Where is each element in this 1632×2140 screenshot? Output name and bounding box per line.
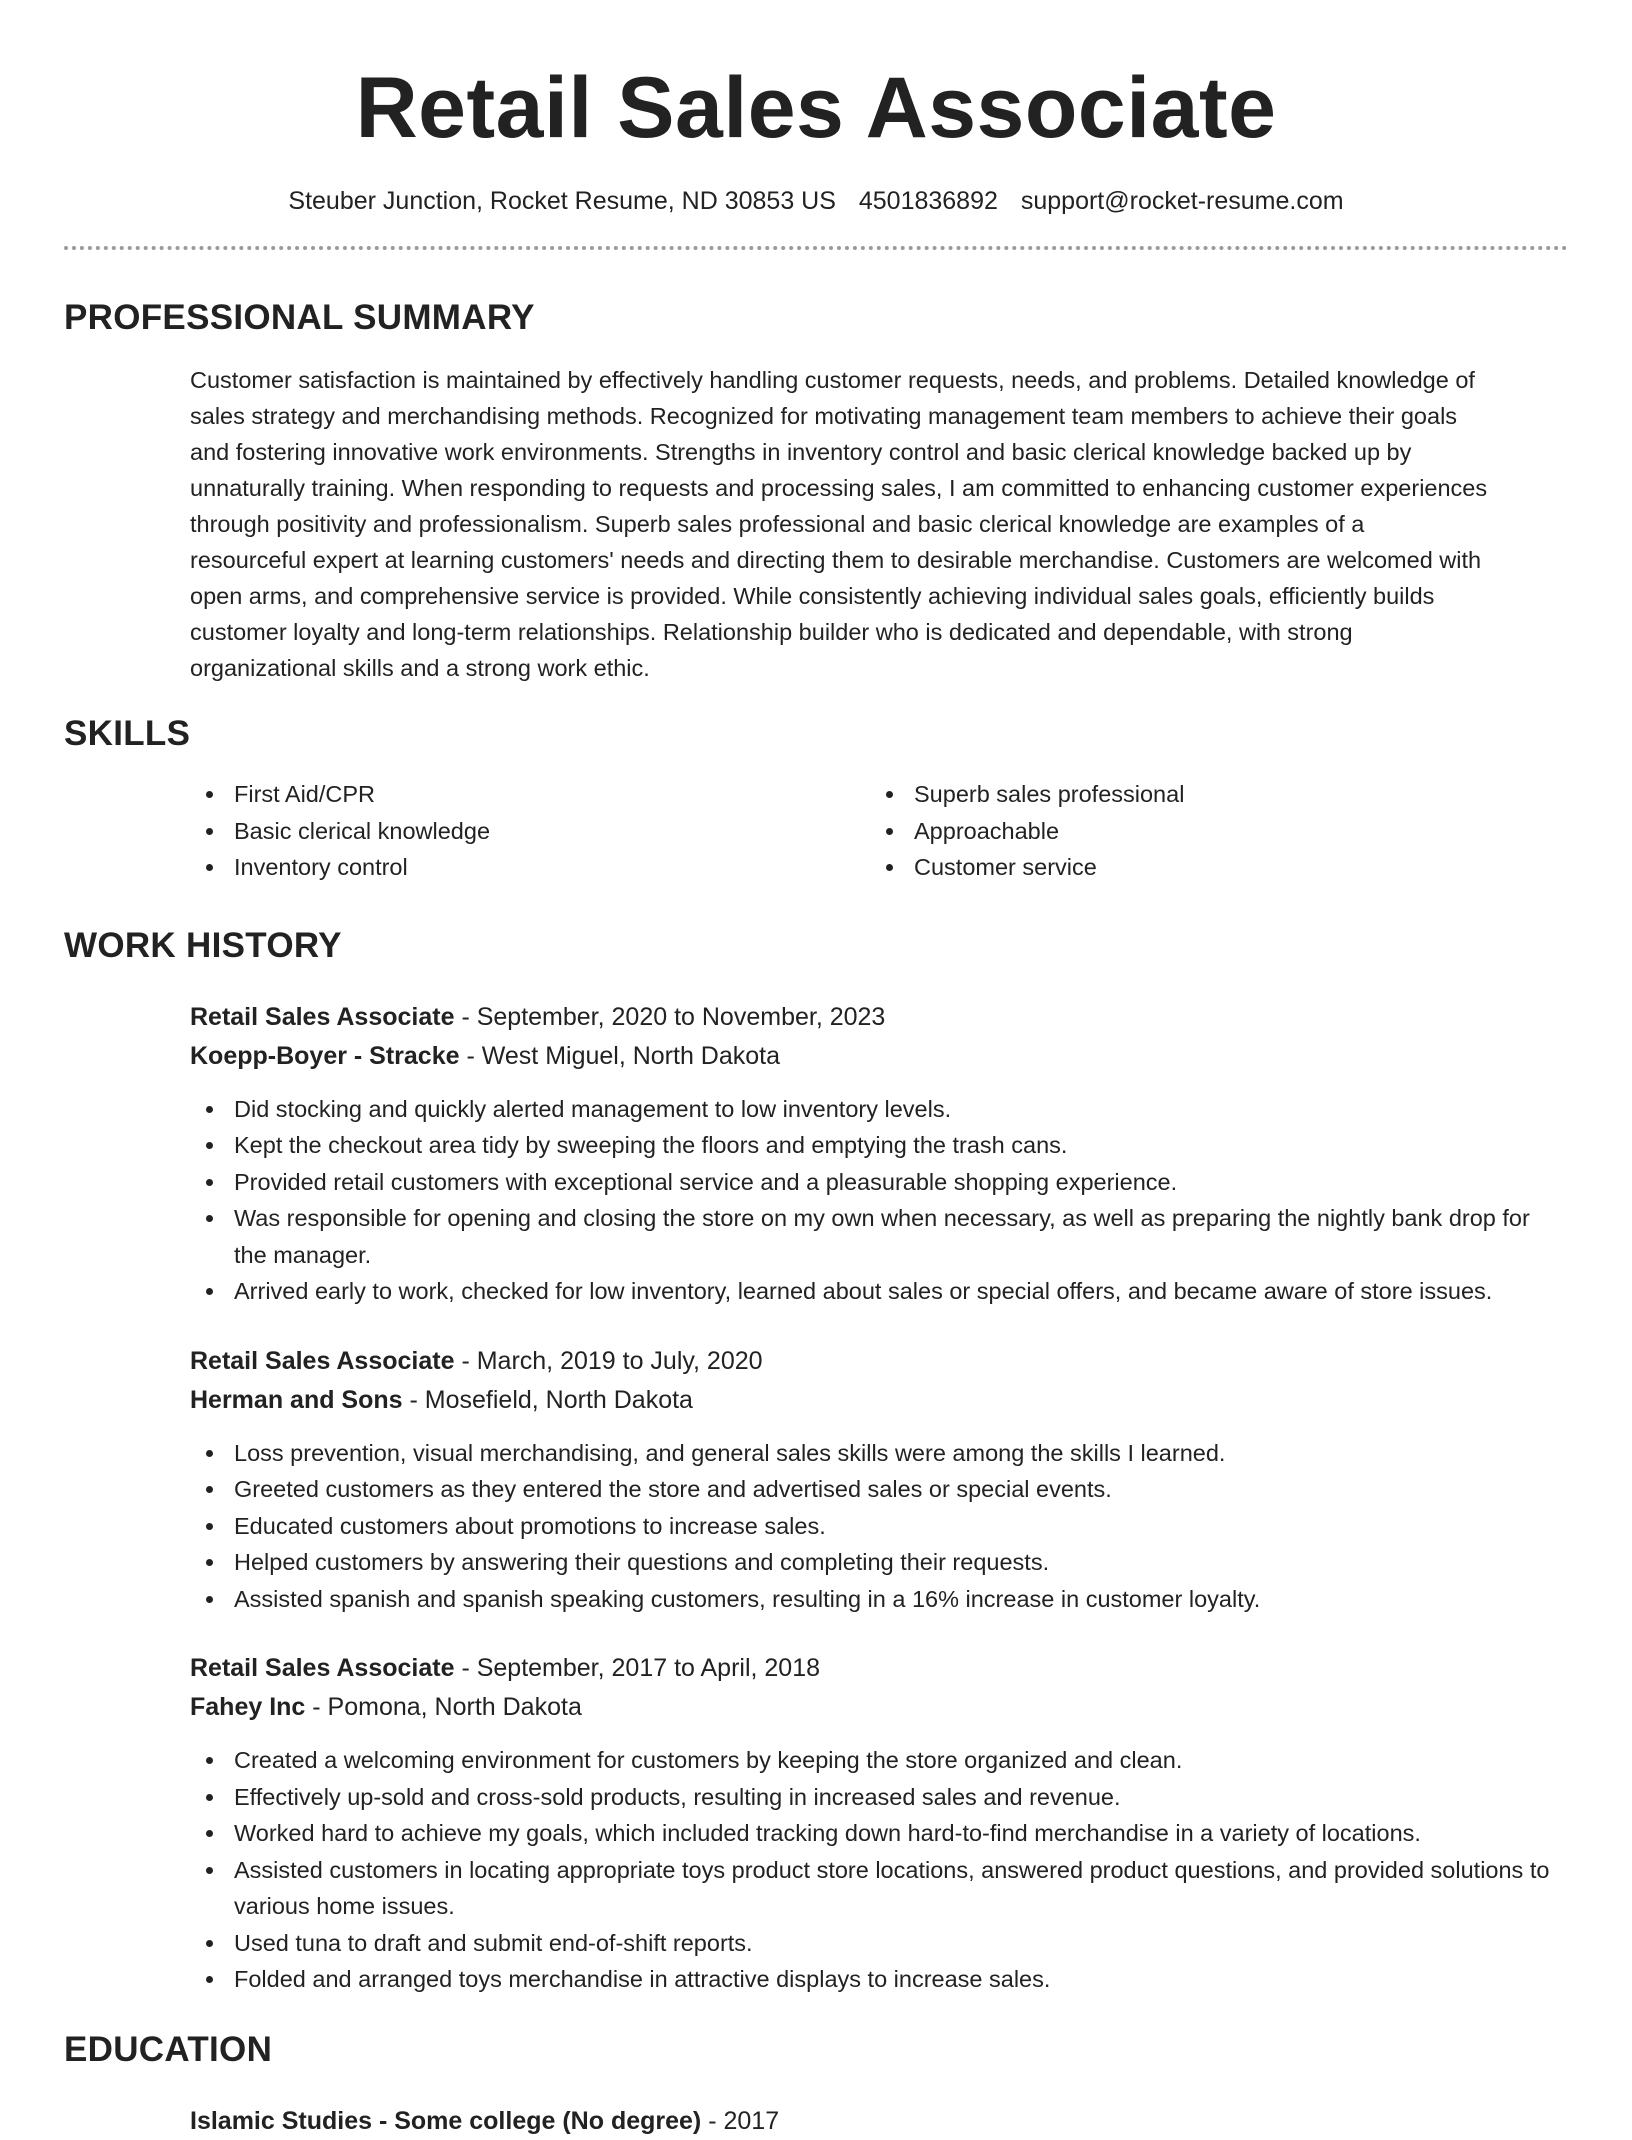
job-bullet: Assisted spanish and spanish speaking customers, resulting in a 16% increase in customer loyalty. <box>190 1581 1568 1618</box>
job-bullet: Greeted customers as they entered the store and advertised sales or special events. <box>190 1471 1568 1508</box>
job-bullet: Arrived early to work, checked for low inventory, learned about sales or special offers, and became aware of store issues. <box>190 1273 1568 1310</box>
job-dates: - March, 2019 to July, 2020 <box>454 1346 763 1375</box>
job-bullet: Worked hard to achieve my goals, which included tracking down hard-to-find merchandise in a variety of locations. <box>190 1815 1568 1852</box>
job-bullet: Did stocking and quickly alerted management to low inventory levels. <box>190 1091 1568 1128</box>
education-degree: Islamic Studies - Some college (No degree) <box>190 2106 702 2135</box>
job-bullet: Used tuna to draft and submit end-of-shift reports. <box>190 1925 1568 1962</box>
job-dates: - September, 2020 to November, 2023 <box>454 1002 886 1031</box>
job-bullet: Kept the checkout area tidy by sweeping the floors and emptying the trash cans. <box>190 1127 1568 1164</box>
skill-item: Basic clerical knowledge <box>190 813 870 850</box>
summary-line: unnaturally training. When responding to requests and processing sales, I am committed to enhancing customer experiences <box>190 475 1488 501</box>
job-bullet: Created a welcoming environment for customers by keeping the store organized and clean. <box>190 1742 1568 1779</box>
job-bullet: Provided retail customers with exceptional service and a pleasurable shopping experience. <box>190 1164 1568 1201</box>
work-history-heading: WORK HISTORY <box>64 925 342 965</box>
job-role: Retail Sales Associate <box>190 1654 455 1682</box>
job-company: Fahey Inc <box>190 1693 306 1721</box>
summary-line: customer loyalty and long-term relationships. Relationship builder who is dedicated and dependable, with strong <box>190 619 1353 645</box>
job-bullet: Helped customers by answering their questions and completing their requests. <box>190 1544 1568 1581</box>
job-bullet: Effectively up-sold and cross-sold products, resulting in increased sales and revenue. <box>190 1779 1568 1816</box>
job-role: Retail Sales Associate <box>190 1346 455 1375</box>
job-title-line <box>190 1649 1568 1687</box>
job-dates: - September, 2017 to April, 2018 <box>454 1654 821 1682</box>
skills-column-left <box>190 776 870 886</box>
summary-line: and fostering innovative work environments. Strengths in inventory control and basic clerical knowledge backed up by <box>190 439 1412 465</box>
summary-heading: PROFESSIONAL SUMMARY <box>64 298 535 337</box>
summary-line: sales strategy and merchandising methods. Recognized for motivating management team members to achieve their goals <box>190 403 1458 429</box>
summary-line: through positivity and professionalism. Superb sales professional and basic clerical knowledge are examples of a <box>190 511 1365 537</box>
education-heading: EDUCATION <box>64 2029 273 2069</box>
job-company-line <box>190 1037 1568 1075</box>
job-entry <box>190 1342 1568 1618</box>
summary-text <box>190 362 1568 686</box>
job-bullet: Loss prevention, visual merchandising, and general sales skills were among the skills I learned. <box>190 1435 1568 1472</box>
skill-item: Approachable <box>870 813 1550 850</box>
job-location: - Mosefield, North Dakota <box>402 1385 693 1414</box>
contact-address: Steuber Junction, Rocket Resume, ND 30853 US <box>288 187 836 215</box>
job-bullet: Folded and arranged toys merchandise in attractive displays to increase sales. <box>190 1961 1568 1998</box>
job-company: Koepp-Boyer - Stracke <box>190 1041 460 1070</box>
contact-phone: 4501836892 <box>858 187 998 215</box>
job-title-line <box>190 1342 1568 1380</box>
job-bullet: Educated customers about promotions to increase sales. <box>190 1508 1568 1545</box>
resume-name: Retail Sales Associate <box>355 60 1277 156</box>
job-role: Retail Sales Associate <box>190 1002 455 1031</box>
job-bullets <box>190 1091 1568 1310</box>
job-bullet: Was responsible for opening and closing the store on my own when necessary, as well as preparing the nightly bank drop for the manager. <box>190 1200 1568 1273</box>
skill-item: Inventory control <box>190 849 870 886</box>
job-bullets <box>190 1435 1568 1618</box>
summary-line: open arms, and comprehensive service is provided. While consistently achieving individual sales goals, efficiently builds <box>190 583 1435 609</box>
skill-item: Superb sales professional <box>870 776 1550 813</box>
job-company: Herman and Sons <box>190 1385 403 1414</box>
skills-heading: SKILLS <box>64 714 191 753</box>
skills-list <box>190 776 1568 886</box>
skills-column-right <box>870 776 1550 886</box>
skill-item: First Aid/CPR <box>190 776 870 813</box>
job-entry <box>190 998 1568 1310</box>
education-year: - 2017 <box>701 2106 780 2135</box>
job-title-line <box>190 998 1568 1036</box>
education-entry <box>190 2102 1568 2140</box>
summary-line: organizational skills and a strong work ethic. <box>190 655 650 681</box>
job-location: - Pomona, North Dakota <box>305 1693 582 1721</box>
summary-line: resourceful expert at learning customers' needs and directing them to desirable merchandise. Customers are welcomed with <box>190 547 1482 573</box>
header-divider <box>64 246 1568 250</box>
contact-line <box>64 184 1568 218</box>
job-bullets <box>190 1742 1568 1998</box>
job-location: - West Miguel, North Dakota <box>459 1041 781 1070</box>
job-entry <box>190 1649 1568 1998</box>
resume-page <box>64 0 1568 2140</box>
job-company-line <box>190 1381 1568 1419</box>
skill-item: Customer service <box>870 849 1550 886</box>
summary-line: Customer satisfaction is maintained by effectively handling customer requests, needs, and problems. Detailed knowledge of <box>190 367 1475 393</box>
job-bullet: Assisted customers in locating appropriate toys product store locations, answered product questions, and provided solutions to various home issues. <box>190 1852 1568 1925</box>
contact-email: support@rocket-resume.com <box>1020 187 1344 215</box>
job-company-line <box>190 1688 1568 1726</box>
